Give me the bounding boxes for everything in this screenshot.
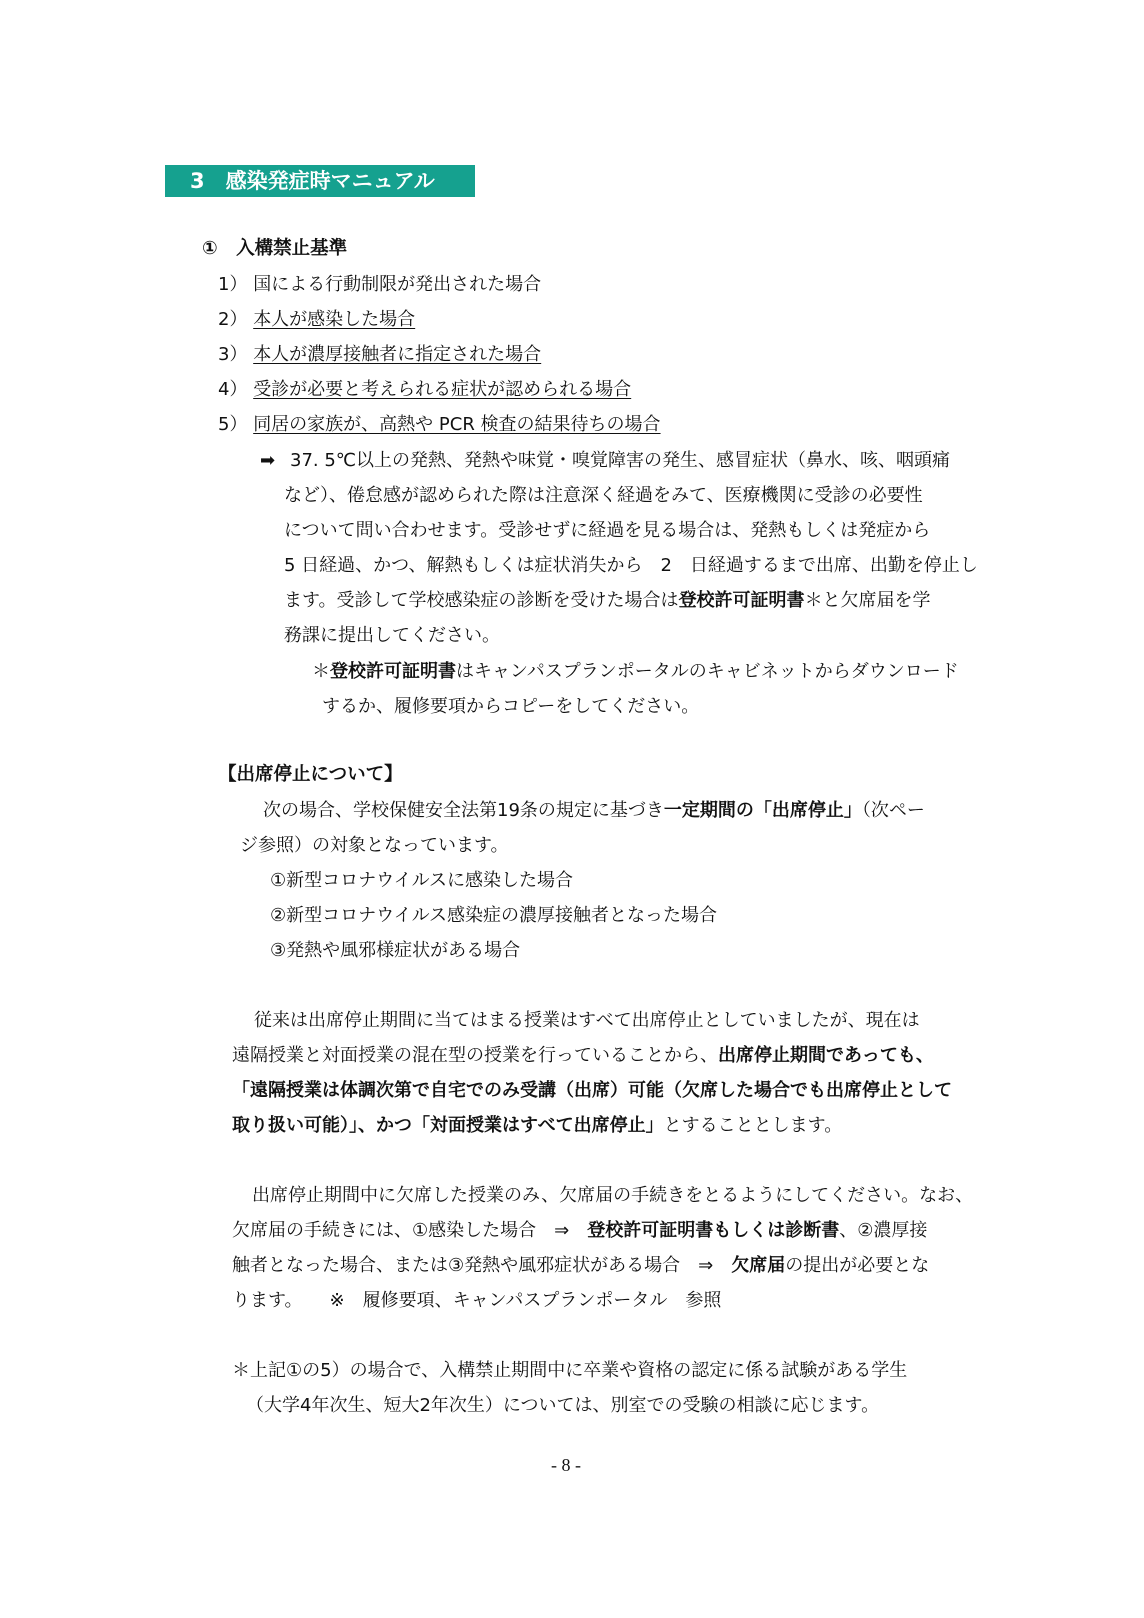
entry-ban-heading: ① 入構禁止基準	[202, 238, 348, 259]
text-run: 遠隔授業と対面授業の混在型の授業を行っていることから、	[232, 1045, 718, 1066]
text-run: 欠席届の手続きには、①感染した場合 ⇒	[232, 1220, 588, 1241]
list-item: ①新型コロナウイルスに感染した場合	[270, 870, 574, 891]
bold-text-run: 登校許可証明書もしくは診断書	[587, 1220, 840, 1241]
item-number: 5）	[218, 414, 248, 435]
list-item	[218, 272, 541, 298]
attendance-suspension-heading: 【出席停止について】	[218, 764, 403, 785]
suspension-intro-line	[263, 798, 925, 824]
text-run: 、②濃厚接	[839, 1220, 928, 1241]
list-item: ③発熱や風邪様症状がある場合	[270, 940, 521, 961]
policy-paragraph-line	[232, 1113, 842, 1139]
text-run: 触者となった場合、または③発熱や風邪症状がある場合 ⇒	[232, 1255, 732, 1276]
bold-text-run: 一定期間の「出席停止」	[663, 800, 862, 821]
exam-note-line: （大学4年次生、短大2年次生）については、別室での受験の相談に応じます。	[246, 1395, 880, 1416]
text-run: はキャンパスプランポータルのキャビネットからダウンロード	[456, 661, 959, 682]
bold-text-run: 登校許可証明書	[330, 661, 456, 682]
item-text: 受診が必要と考えられる症状が認められる場合	[253, 379, 632, 400]
symptom-paragraph-line	[284, 588, 931, 614]
absence-paragraph-line: 出席停止期間中に欠席した授業のみ、欠席届の手続きをとるようにしてください。なお、	[252, 1185, 974, 1206]
text-run: 次の場合、学校保健安全法第19条の規定に基づき	[263, 800, 664, 821]
item-number: 4）	[218, 379, 248, 400]
asterisk: ＊	[312, 661, 330, 682]
bold-text-run: 登校許可証明書	[678, 590, 805, 611]
policy-paragraph-line: 「遠隔授業は体調次第で自宅でのみ受講（出席）可能（欠席した場合でも出席停止として	[232, 1080, 952, 1101]
bold-text-run: 取り扱い可能）」、かつ「対面授業はすべて出席停止」	[232, 1115, 664, 1136]
item-text: 国による行動制限が発出された場合	[253, 274, 542, 295]
page-number: - 8 -	[551, 1455, 581, 1475]
list-item	[218, 307, 415, 333]
item-text: 本人が濃厚接触者に指定された場合	[253, 344, 542, 365]
item-number: 3）	[218, 344, 248, 365]
symptom-paragraph-line: 5 日経過、かつ、解熱もしくは症状消失から 2 日経過するまで出席、出勤を停止し	[284, 555, 978, 576]
policy-paragraph-line: 従来は出席停止期間に当てはまる授業はすべて出席停止としていましたが、現在は	[254, 1010, 920, 1031]
symptom-paragraph-line: について問い合わせます。受診せずに経過を見る場合は、発熱もしくは発症から	[284, 520, 931, 541]
list-item	[218, 342, 541, 368]
arrow-icon: ➡	[260, 450, 276, 471]
list-item	[218, 412, 661, 438]
text-run: （次ペー	[861, 800, 925, 821]
bold-text-run: 欠席届	[731, 1255, 786, 1276]
note-line: するか、履修要項からコピーをしてください。	[322, 696, 700, 717]
text-run: とすることとします。	[663, 1115, 843, 1136]
symptom-paragraph-line: など）、倦怠感が認められた際は注意深く経過をみて、医療機関に受診の必要性	[284, 485, 923, 506]
absence-paragraph-line: ります。 ※ 履修要項、キャンパスプランポータル 参照	[232, 1290, 722, 1311]
note-line	[312, 659, 959, 685]
section-title: 3 感染発症時マニュアル	[190, 169, 435, 193]
text-run: の提出が必要とな	[785, 1255, 930, 1276]
bold-text-run: 出席停止期間であっても、	[718, 1045, 934, 1066]
item-number: 1）	[218, 274, 248, 295]
text-run: ＊と欠席届を学	[804, 590, 931, 611]
item-number: 2）	[218, 309, 248, 330]
exam-note-line: ＊上記①の5）の場合で、入構禁止期間中に卒業や資格の認定に係る試験がある学生	[232, 1360, 908, 1381]
symptom-paragraph-line: 37. 5℃以上の発熱、発熱や味覚・嗅覚障害の発生、感冒症状（鼻水、咳、咽頭痛	[290, 450, 951, 471]
absence-paragraph-line	[232, 1218, 927, 1244]
text-run: ます。受診して学校感染症の診断を受けた場合は	[284, 590, 679, 611]
policy-paragraph-line	[232, 1043, 934, 1069]
symptom-paragraph-line: 務課に提出してください。	[284, 625, 500, 646]
item-text: 本人が感染した場合	[253, 309, 416, 330]
absence-paragraph-line	[232, 1253, 929, 1279]
list-item: ②新型コロナウイルス感染症の濃厚接触者となった場合	[270, 905, 718, 926]
list-item	[218, 377, 631, 403]
suspension-intro-line: ジ参照）の対象となっています。	[240, 835, 509, 856]
item-text: 同居の家族が、高熱や PCR 検査の結果待ちの場合	[253, 414, 661, 435]
